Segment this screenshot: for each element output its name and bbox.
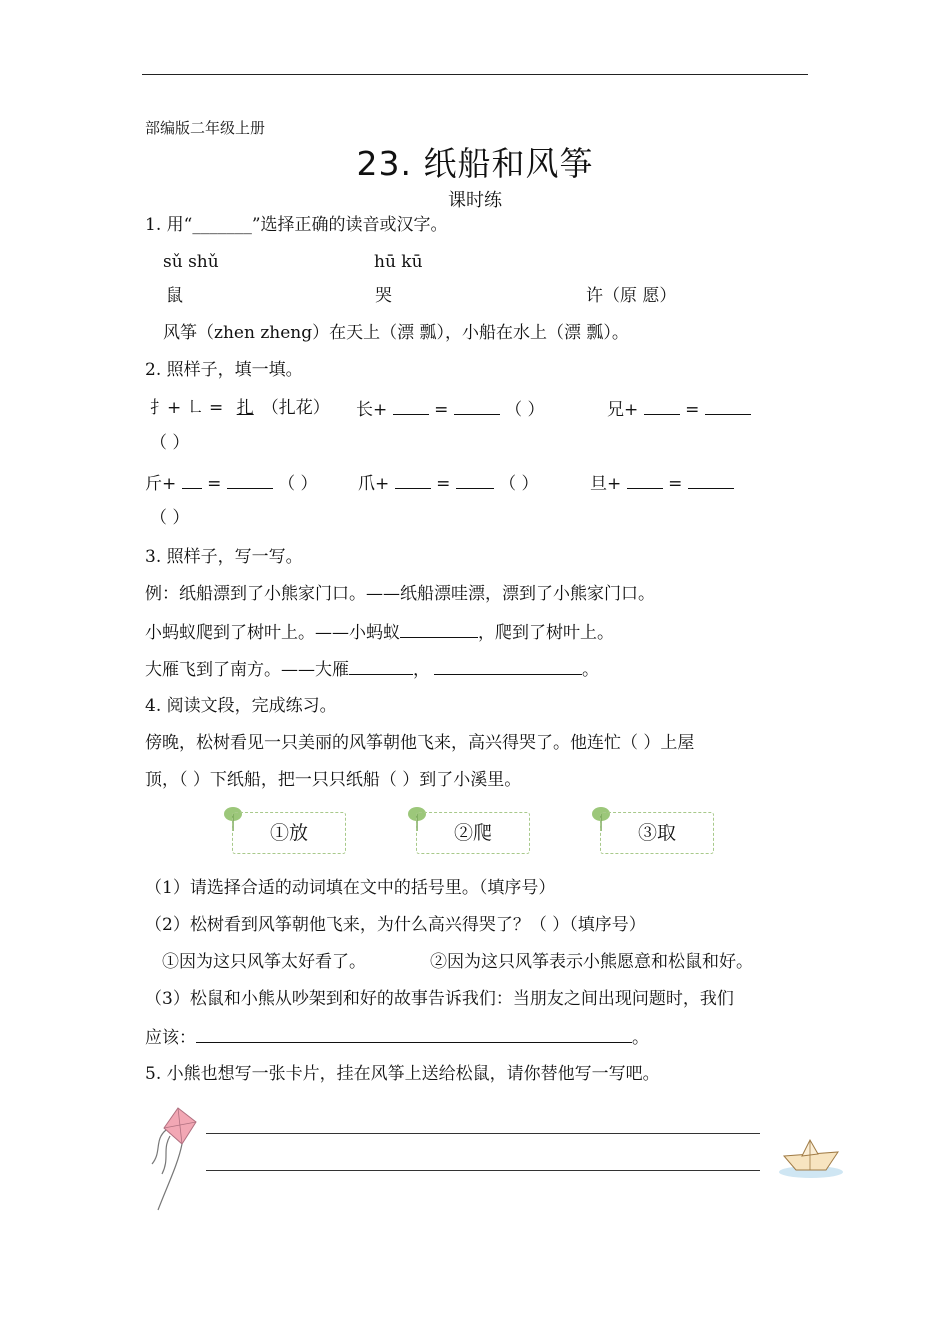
q2-row2-paren: （ ） (150, 508, 190, 528)
q2-row2-item-c: 旦+ = (590, 470, 734, 496)
option-box-2: ②爬 (416, 812, 530, 854)
answer-blank[interactable] (456, 470, 494, 489)
q1-prompt: 1. 用“_______”选择正确的读音或汉字。 (145, 215, 448, 235)
q2-row2-item-a: 斤+ = （ ） (145, 470, 318, 496)
q2-example-word: （扎花） (261, 398, 330, 418)
q2-row1 (150, 396, 330, 420)
answer-blank[interactable] (349, 656, 413, 675)
answer-blank[interactable] (688, 470, 734, 489)
q3-line1: 小蚂蚁爬到了树叶上。——小蚂蚁 ，爬到了树叶上。 (145, 619, 614, 645)
q1-char-b: 哭 (375, 286, 392, 306)
answer-blank[interactable] (400, 619, 478, 638)
grade-label: 部编版二年级上册 (145, 119, 266, 137)
q2-example-answer: 扎 (236, 398, 254, 418)
answer-blank[interactable] (196, 1024, 632, 1043)
answer-blank[interactable] (393, 396, 429, 415)
writing-line-1[interactable] (206, 1133, 760, 1134)
q5-prompt: 5. 小熊也想写一张卡片，挂在风筝上送给松鼠，请你替他写一写吧。 (145, 1064, 660, 1084)
kite-icon (148, 1104, 204, 1214)
q1-char-c: 许（原 愿） (586, 286, 677, 306)
answer-blank[interactable] (227, 470, 273, 489)
answer-blank[interactable] (395, 470, 431, 489)
q4-prompt: 4. 阅读文段，完成练习。 (145, 696, 337, 716)
answer-blank[interactable] (705, 396, 751, 415)
q1-char-a: 鼠 (166, 286, 183, 306)
option-box-1: ①放 (232, 812, 346, 854)
q1-pinyin-a: sǔ shǔ (163, 252, 219, 272)
writing-line-2[interactable] (206, 1170, 760, 1171)
q3-line2: 大雁飞到了南方。——大雁 ， 。 (145, 656, 599, 682)
q4-sub1: （1）请选择合适的动词填在文中的括号里。（填序号） (145, 878, 556, 898)
q4-passage-line2: 顶，（ ）下纸船，把一只只纸船（ ）到了小溪里。 (145, 770, 522, 790)
page-title: 23. 纸船和风筝 (356, 144, 594, 183)
option-box-3: ③取 (600, 812, 714, 854)
page-subtitle: 课时练 (448, 190, 502, 211)
q2-row1-item-a: 长+ = （ ） (356, 396, 545, 422)
q3-prompt: 3. 照样子，写一写。 (145, 547, 303, 567)
q2-prompt: 2. 照样子，填一填。 (145, 360, 303, 380)
paper-boat-icon (776, 1138, 846, 1180)
q2-example-parts: 扌+ ㇗ = (150, 398, 224, 418)
q4-sub2: （2）松树看到风筝朝他飞来，为什么高兴得哭了？（ ）（填序号） (145, 915, 646, 935)
q3-example: 例：纸船漂到了小熊家门口。——纸船漂哇漂，漂到了小熊家门口。 (145, 584, 655, 604)
answer-blank[interactable] (434, 656, 582, 675)
q2-row1-item-b: 兄+ = (607, 396, 751, 422)
q2-row1-paren: （ ） (150, 433, 190, 453)
q4-sub2-choice-1: ①因为这只风筝太好看了。 (162, 952, 366, 972)
answer-blank[interactable] (454, 396, 500, 415)
q4-sub3-line2: 应该： 。 (145, 1024, 649, 1050)
answer-blank[interactable] (182, 470, 202, 489)
q4-passage-line1: 傍晚，松树看见一只美丽的风筝朝他飞来，高兴得哭了。他连忙（ ）上屋 (145, 733, 695, 753)
q1-sentence: 风筝（zhen zheng）在天上（漂 瓢），小船在水上（漂 瓢）。 (163, 323, 629, 343)
header-rule (142, 74, 808, 75)
answer-blank[interactable] (644, 396, 680, 415)
q4-sub3-line1: （3）松鼠和小熊从吵架到和好的故事告诉我们：当朋友之间出现问题时，我们 (145, 989, 734, 1009)
q1-pinyin-b: hū kū (374, 252, 423, 272)
q4-sub2-choice-2: ②因为这只风筝表示小熊愿意和松鼠和好。 (430, 952, 753, 972)
q2-row2-item-b: 爪+ = （ ） (358, 470, 539, 496)
answer-blank[interactable] (627, 470, 663, 489)
